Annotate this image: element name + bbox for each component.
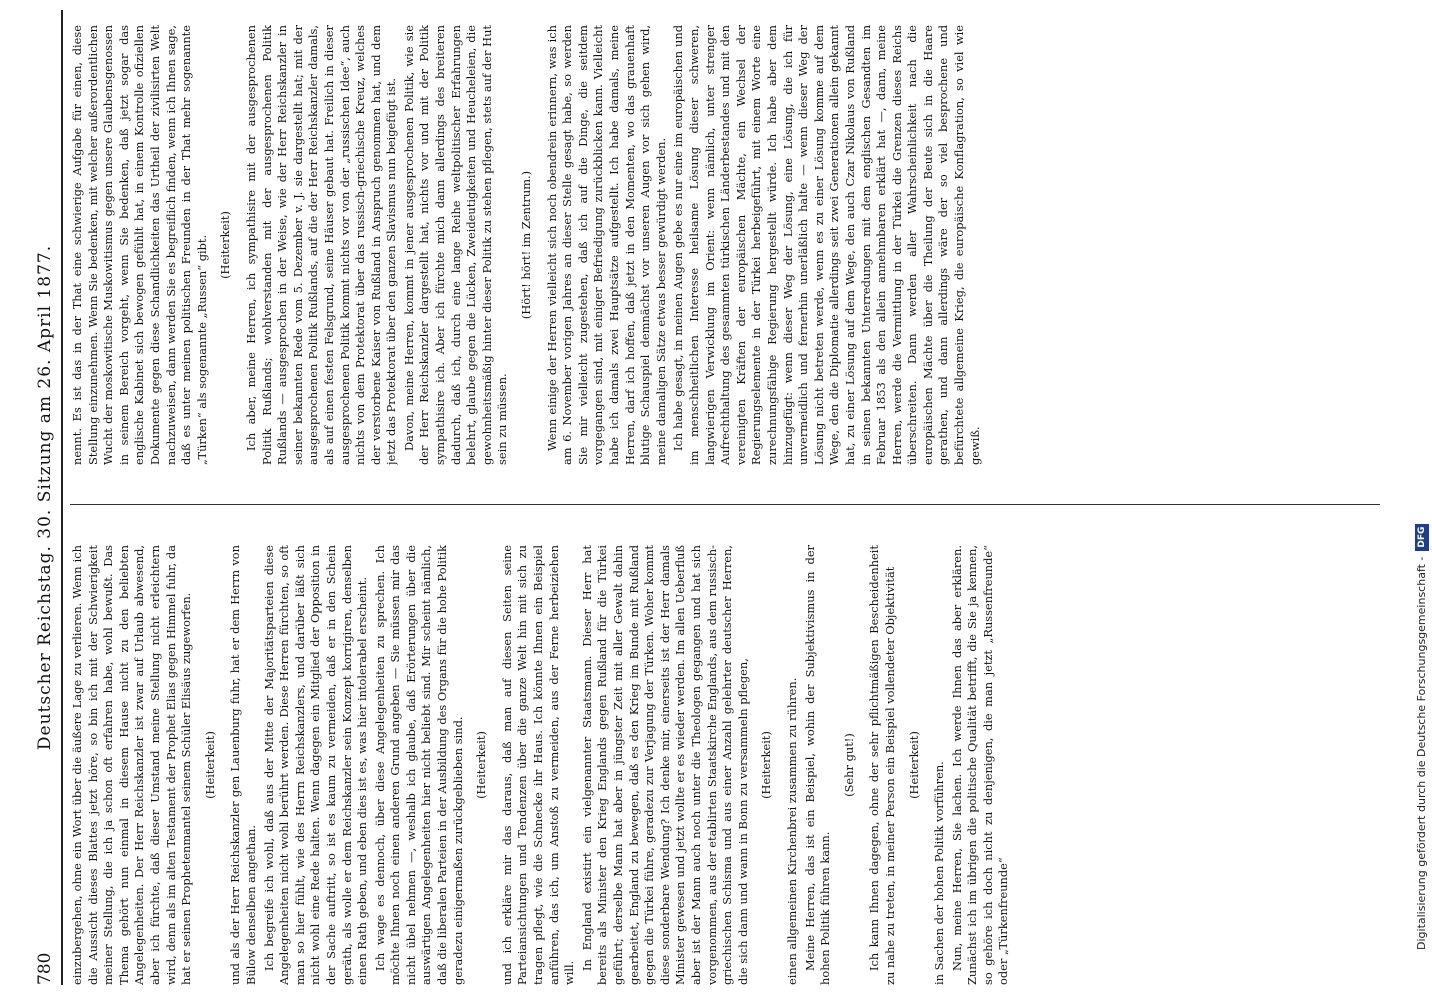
paragraph: Davon, meine Herren, kommt in jener ausgesprochenen Politik, wie sie der Herr Reichskanzler dargestellt hat, nichts vor und mit der Politik sympathisire ich. Aber ich fürchte mich dann allerdings des breiteren dadurch, daß ich, durch eine lange Reihe weltpolitischer Erfahrungen belehrt, glaube gegen die Lücken, Zweideutigkeiten und Heucheleien, die gewohnheitsmäßig hinter dieser Politik zu stehen pflegen, stets auf der Hut sein zu müssen. [401, 25, 510, 465]
interjection: (Sehr gut!) [841, 733, 856, 797]
page-number: 780 [35, 952, 55, 985]
paragraph: einzubergehen, ohne ein Wort über die äußere Lage zu verlieren. Wenn ich die Aussicht dieses Blattes jetzt höre, so bin ich mit der Schwierigkeit meiner Stellung, die ich ja schon oft erfahren habe, wohl bewußt. Das Thema gehört nun einmal in diesem Hause nicht zu den beliebten Angelegenheiten. Der Herr Reichskanzler ist zwar auf Urlaub abwesend, aber ich fürchte, daß dieser Umstand meine Stellung nicht erleichtern wird, denn als im alten Testament der Prophet Elias gegen Himmel fuhr, da hat er seinen Prophetenmantel seinem Schüler Elisäus zugeworfen. [70, 545, 194, 985]
dfg-logo: DFG [1415, 524, 1429, 551]
page-header [30, 10, 60, 985]
paragraph: Ich aber, meine Herren, ich sympathisire mit der ausgesprochenen Politik Rußlands; wohlverstanden mit der ausgesprochenen Politik Rußlands — ausgesprochen in der Weise, wie der Herr Reichskanzler in seiner bekannten Rede vom 5. Dezember v. J. sie dargestellt hat; mit der ausgesprochenen Politik Rußlands, auf die der Herr Reichskanzler damals, als auf einen festen Felsgrund, seine Häuser gebaut hat. Freilich in dieser ausgesprochenen Politik kommt nichts vor von der „russischen Idee“, auch nichts von dem Protektorat über das russisch-griechische Kreuz, welches der verstorbene Kaiser von Rußland in Anspruch genommen hat, und dem jetzt das Protektorat über den ganzen Slavismus nun beigefügt ist. [243, 25, 399, 465]
interjection: (Heiterkeit) [759, 731, 774, 799]
paragraph: und ich erkläre mir das daraus, daß man auf diesen Seiten seine Parteiansichtungen und Tendenzen über die ganze Welt hin mit sich zu tragen pflegt, wie die Schnecke ihr Haus. Ich könnte Ihnen ein Beispiel anführen, das ich, um Anstoß zu vermeiden, aus der Ferne herbeiziehen will. [499, 545, 577, 985]
paragraph: Ich kann Ihnen dagegen, ohne der sehr pflichtmäßigen Bescheidenheit zu nahe zu treten, in meiner Person ein Beispiel vollendeter Objektivität [867, 545, 897, 985]
paragraph: Nun, meine Herren, Sie lachen. Ich werde Ihnen das aber erklären. Zunächst ich im übrigen die politische Qualität betrifft, die Sie ja kennen, so gehöre ich doch nicht zu denjenigen, die man jetzt „Russenfreunde“ oder „Türkenfreunde“ [949, 545, 1011, 985]
paragraph: nennt. Es ist das in der That eine schwierige Aufgabe für einen, diese Stellung einzunehmen. Wenn Sie bedenken, mit welcher außerordentlichen Wucht der moskowitische Muskowitismus gegen unsere Glaubensgenossen in seinem Bereich vorgeht, wenn Sie bedenken, daß jetzt sogar das englische Kabinet sich bewogen gefühlt hat, in einem Kontrolle ofiziellen Dokumente gegen diese Schandlichkeiten das Urtheil der zivilisirten Welt nachzuweisen, dann werden Sie es begreiflich finden, wenn ich Ihnen sage, daß es unter meinen politischen Freunden in der That mehr sogenannte „Türken“ als sogenannte „Russen“ gibt. [70, 25, 209, 465]
text-column-right [70, 25, 1388, 465]
paragraph: Ich habe gesagt, in meinen Augen gebe es nur eine im europäischen und im menschheitlichen Interesse heilsame Lösung dieser schweren, langwierigen Verwicklung im Orient: wenn nämlich, unter strenger Aufrechthaltung des gesammten türkischen Länderbestandes und mit den vereinigten Kräften der europäischen Mächte, ein Wechsel der Regierungselemente in der Türkei herbeigeführt, mit einem Worte eine zurechnungsfähige Regierung hergestellt würde. Ich habe aber dem hinzugefügt: wenn dieser Weg der Lösung, eine Lösung, die ich für unvermeidlich und fernerhin unerläßlich halte — wenn dieser Weg der Lösung nicht betreten werde, wenn es zu einer Lösung komme auf dem Wege, den die Diplomatie allerdings seit zwei Generationen allein gekannt hat, zu einer Lösung auf dem Wege, den auch Czar Nikolaus von Rußland in seinen bekannten Unterredungen mit dem englischen Gesandten im Februar 1853 als den allein annehmbaren erklärt hat —, dann, meine Herren, werde die Vermittlung in der Türkei die Grenzen dieses Reichs überschreiten. Dann werden aller Wahrscheinlichkeit nach die europäischen Mächte über die Theilung der Beute sich in die Haare gerathen, und dann allerdings wäre der so viel besprochene und befürchtete allgemeine Krieg, die europäische Konflagration, so viel wie gewiß. [671, 25, 982, 465]
paragraph: in Sachen der hohen Politik vorführen. [932, 761, 947, 985]
digitization-notice-text: Digitalisierung gefördert durch die Deutsche Forschungsgemeinschaft - [1415, 556, 1428, 950]
paragraph: Ich wage es dennoch, über diese Angelegenheiten zu sprechen. Ich möchte Ihnen noch einen anderen Grund angeben — Sie müssen mir das nicht übel nehmen —, weshalb ich glaube, daß Erörterungen über die auswärtigen Angelegenheiten hier nicht beliebt sind. Mir scheint nämlich, daß die liberalen Parteien in der Ausbildung des Organs für die hohe Politik geradezu einigermaßen zurückgeblieben sind. [372, 545, 465, 985]
paragraph: Ich begreife ich wohl, daß aus der Mitte der Majoritätsparteien diese Angelegenheiten nicht wohl berührt werden. Diese Herren fürchten, so oft man so hier fühlt, wie des Herrn Reichskanzlers, und darüber läßt sich nicht wohl eine Rede halten. Wenn dagegen ein Mitglied der Opposition in der Sache auftritt, so ist es kaum zu vermeiden, daß er in den Schein geräth, als wolle er dem Reichskanzler sein Konzept korrigiren, denselben einen Rath geben, und eben dies ist es, was hier intolerabel erscheint. [261, 545, 370, 985]
interjection: (Hört! hört! im Zentrum.) [519, 170, 534, 320]
paragraph: Meine Herren, das ist ein Beispiel, wohin der Subjektivismus in der hohen Politik führen kann. [802, 545, 833, 985]
interjection: (Heiterkeit) [202, 731, 217, 799]
paragraph: In England existirt ein vielgenannter Staatsmann. Dieser Herr hat bereits als Minister den Krieg Englands gegen Rußland für die Türkei geführt; derselbe Mann hat aber in jüngster Zeit mit aller Gewalt dahin gearbeitet, England zu bewegen, daß es den Krieg im Bunde mit Rußland gegen die Türkei führe, geradezu zur Verjagung der Türken. Woher kommt diese sonderbare Wendung? Ich denke mir, einerseits ist der Herr damals Minister gewesen und jetzt wollte er es wieder werden. Im allen Ueberfluß aber ist der Mann auch noch unter die Theologen gegangen und hat sich vorgenommen, aus der etablirten Staatskirche Englands, aus dem russisch-griechischen Schisma und aus einer Anzahl gelehrter deutscher Herren, die sich dann und wann in Bonn zu versammeln pflegen, [579, 545, 750, 985]
digitization-notice [1413, 20, 1431, 950]
rotated-page-content [30, 10, 1400, 985]
header-rule [61, 10, 63, 985]
column-divider [70, 504, 1380, 505]
interjection: (Heiterkeit) [474, 731, 489, 799]
paragraph: Wenn einige der Herren vielleicht sich noch obendrein erinnern, was ich am 6. November vorigen Jahres an dieser Stelle gesagt habe, so werden Sie mir vielleicht zugestehen, daß ich auf die Dinge, die seitdem vorgegangen sind, mit einiger Befriedigung zurückblicken kann. Vielleicht habe ich damals zwei Hauptsätze aufgestellt. Ich habe damals, meine Herren, darf ich hoffen, daß jetzt in den Momenten, wo das grauenhaft blutige Schauspiel demnächst vor unseren Augen vor sich gehen wird, meine damaligen Sätze etwas besser gewürdigt werden. [544, 25, 668, 465]
interjection: (Heiterkeit) [906, 731, 921, 799]
paragraph: und als der Herr Reichskanzler gen Lauenburg fuhr, hat er dem Herrn von Bülow denselben angethan. [228, 545, 258, 985]
paragraph: einen allgemeinen Kirchenbrei zusammen zu rühren. [784, 677, 799, 985]
running-title: Deutscher Reichstag. 30. Sitzung am 26. April 1877. [35, 244, 55, 751]
text-column-left [70, 545, 1388, 985]
interjection: (Heiterkeit) [218, 211, 233, 279]
